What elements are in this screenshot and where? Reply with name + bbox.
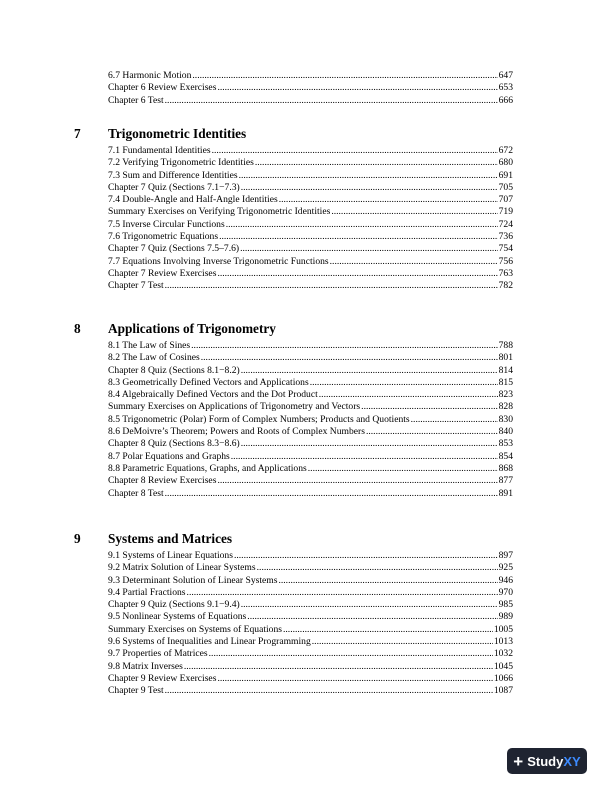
toc-entry-page: 830 bbox=[498, 413, 513, 425]
toc-entry bbox=[108, 648, 513, 660]
toc-entry-title: Chapter 8 Quiz (Sections 8.3−8.6) bbox=[108, 438, 240, 450]
toc-entry bbox=[108, 256, 513, 268]
toc-entry-page: 840 bbox=[498, 426, 513, 438]
toc-entry-title: Chapter 6 Review Exercises bbox=[108, 82, 217, 94]
toc-entry-page: 763 bbox=[498, 267, 513, 279]
dot-leader bbox=[165, 685, 493, 697]
toc-entry bbox=[108, 157, 513, 169]
toc-entry bbox=[108, 599, 513, 611]
toc-entry-title: 7.2 Verifying Trigonometric Identities bbox=[108, 157, 254, 169]
dot-leader bbox=[192, 70, 497, 82]
toc-entry bbox=[108, 587, 513, 599]
toc-entry-page: 823 bbox=[498, 389, 513, 401]
toc-entry-page: 724 bbox=[498, 218, 513, 230]
toc-entry-page: 653 bbox=[498, 82, 513, 94]
toc-entry-title: 8.2 The Law of Cosines bbox=[108, 352, 200, 364]
dot-leader bbox=[165, 280, 498, 292]
toc-entry bbox=[108, 624, 513, 636]
toc-entry bbox=[108, 95, 513, 107]
toc-entry-title: 8.8 Parametric Equations, Graphs, and Applications bbox=[108, 462, 307, 474]
dot-leader bbox=[411, 414, 498, 426]
dot-leader bbox=[212, 145, 498, 157]
toc-entry-page: 666 bbox=[498, 94, 513, 106]
toc-entry bbox=[108, 340, 513, 352]
dot-leader bbox=[330, 256, 498, 268]
dot-leader bbox=[209, 648, 493, 660]
toc-entries-ch8 bbox=[108, 340, 513, 500]
toc-entry-title: 7.4 Double-Angle and Half-Angle Identities bbox=[108, 194, 278, 206]
chapter-title: Applications of Trigonometry bbox=[108, 321, 276, 336]
toc-entry-page: 680 bbox=[498, 157, 513, 169]
studyxy-logo-badge bbox=[507, 748, 587, 774]
dot-leader bbox=[217, 475, 497, 487]
toc-entry-title: 9.8 Matrix Inverses bbox=[108, 660, 183, 672]
toc-entry bbox=[108, 611, 513, 623]
toc-entry-page: 754 bbox=[498, 243, 513, 255]
dot-leader bbox=[241, 438, 498, 450]
toc-entry-page: 815 bbox=[498, 376, 513, 388]
dot-leader bbox=[241, 182, 498, 194]
dot-leader bbox=[219, 231, 498, 243]
toc-entry-page: 814 bbox=[498, 364, 513, 376]
dot-leader bbox=[201, 352, 498, 364]
dot-leader bbox=[231, 451, 498, 463]
toc-entry-title: 9.6 Systems of Inequalities and Linear Programming bbox=[108, 636, 311, 648]
toc-entry-page: 1032 bbox=[493, 648, 513, 660]
toc-entry-title: 7.7 Equations Involving Inverse Trigonometric Functions bbox=[108, 255, 329, 267]
toc-entry-title: Chapter 7 Test bbox=[108, 280, 164, 292]
toc-entry-page: 925 bbox=[498, 562, 513, 574]
toc-entry bbox=[108, 426, 513, 438]
toc-entry-page: 1087 bbox=[493, 685, 513, 697]
chapter-number: 8 bbox=[74, 321, 81, 336]
toc-entry bbox=[108, 451, 513, 463]
toc-entry-title: Chapter 9 Quiz (Sections 9.1−9.4) bbox=[108, 599, 240, 611]
chapter-heading-9 bbox=[74, 530, 524, 548]
dot-leader bbox=[283, 624, 493, 636]
toc-entries-ch6 bbox=[108, 70, 513, 107]
toc-entry-title: Summary Exercises on Verifying Trigonometric Identities bbox=[108, 206, 331, 218]
toc-entry-title: 8.1 The Law of Sines bbox=[108, 340, 191, 351]
toc-entry-page: 970 bbox=[498, 586, 513, 598]
dot-leader bbox=[217, 268, 497, 280]
dot-leader bbox=[278, 575, 497, 587]
dot-leader bbox=[217, 673, 492, 685]
toc-entry-title: Chapter 8 Quiz (Sections 8.1−8.2) bbox=[108, 364, 240, 376]
toc-entry-title: 8.3 Geometrically Defined Vectors and Applications bbox=[108, 376, 309, 388]
chapter-title: Trigonometric Identities bbox=[108, 126, 247, 141]
toc-entry bbox=[108, 206, 513, 218]
brand-accent: XY bbox=[563, 753, 581, 769]
toc-entry-page: 897 bbox=[498, 550, 513, 561]
toc-entry-page: 854 bbox=[498, 450, 513, 462]
toc-entry bbox=[108, 575, 513, 587]
toc-entry bbox=[108, 268, 513, 280]
toc-entry-page: 877 bbox=[498, 475, 513, 487]
toc-entry-page: 1013 bbox=[493, 636, 513, 648]
toc-entry bbox=[108, 219, 513, 231]
toc-entry bbox=[108, 389, 513, 401]
toc-entry-title: 7.5 Inverse Circular Functions bbox=[108, 218, 225, 230]
toc-entry-page: 1045 bbox=[493, 660, 513, 672]
dot-leader bbox=[241, 365, 498, 377]
dot-leader bbox=[240, 243, 498, 255]
toc-entry-title: Chapter 7 Quiz (Sections 7.1−7.3) bbox=[108, 181, 240, 193]
toc-entries-ch7 bbox=[108, 145, 513, 293]
toc-entry bbox=[108, 243, 513, 255]
toc-entry bbox=[108, 488, 513, 500]
toc-entry-title: 8.7 Polar Equations and Graphs bbox=[108, 450, 230, 462]
toc-entry-title: Chapter 6 Test bbox=[108, 94, 164, 106]
dot-leader bbox=[226, 219, 498, 231]
dot-leader bbox=[255, 157, 498, 169]
chapter-number: 7 bbox=[74, 126, 81, 141]
toc-entry-page: 946 bbox=[498, 574, 513, 586]
chapter-heading-7 bbox=[74, 125, 524, 143]
chapter-heading-8 bbox=[74, 320, 524, 338]
toc-entry bbox=[108, 463, 513, 475]
toc-entry bbox=[108, 82, 513, 94]
toc-entry-page: 1066 bbox=[493, 672, 513, 684]
toc-entry-title: 7.1 Fundamental Identities bbox=[108, 145, 211, 156]
toc-entry-page: 989 bbox=[498, 611, 513, 623]
brand-main: Study bbox=[527, 753, 564, 769]
toc-entry-title: 9.5 Nonlinear Systems of Equations bbox=[108, 611, 247, 623]
toc-entry-page: 868 bbox=[498, 462, 513, 474]
dot-leader bbox=[361, 401, 497, 413]
toc-entry bbox=[108, 352, 513, 364]
toc-entry bbox=[108, 475, 513, 487]
toc-entry-page: 707 bbox=[498, 194, 513, 206]
toc-entry-page: 736 bbox=[498, 231, 513, 243]
toc-entry-page: 719 bbox=[498, 206, 513, 218]
toc-entry-page: 788 bbox=[498, 340, 513, 351]
dot-leader bbox=[184, 661, 493, 673]
toc-entry bbox=[108, 685, 513, 697]
toc-entry-page: 691 bbox=[498, 169, 513, 181]
toc-entry-title: 6.7 Harmonic Motion bbox=[108, 70, 192, 81]
toc-entry-page: 828 bbox=[498, 401, 513, 413]
toc-entry-title: Chapter 7 Quiz (Sections 7.5–7.6) bbox=[108, 243, 240, 255]
toc-entry bbox=[108, 414, 513, 426]
toc-entry bbox=[108, 145, 513, 157]
toc-entry-page: 853 bbox=[498, 438, 513, 450]
toc-entry bbox=[108, 182, 513, 194]
dot-leader bbox=[308, 463, 498, 475]
toc-entry-title: Summary Exercises on Systems of Equations bbox=[108, 623, 282, 635]
toc-entry-page: 801 bbox=[498, 352, 513, 364]
dot-leader bbox=[331, 206, 497, 218]
toc-entry bbox=[108, 401, 513, 413]
toc-entry-title: 7.3 Sum and Difference Identities bbox=[108, 169, 238, 181]
dot-leader bbox=[165, 95, 498, 107]
toc-entry bbox=[108, 194, 513, 206]
toc-entry bbox=[108, 280, 513, 292]
dot-leader bbox=[319, 389, 498, 401]
toc-entry-page: 1005 bbox=[493, 623, 513, 635]
dot-leader bbox=[234, 550, 498, 562]
dot-leader bbox=[241, 599, 498, 611]
toc-entry bbox=[108, 231, 513, 243]
toc-entry bbox=[108, 438, 513, 450]
toc-entry-title: 9.1 Systems of Linear Equations bbox=[108, 550, 233, 561]
toc-entry-title: 9.3 Determinant Solution of Linear Systems bbox=[108, 574, 278, 586]
toc-entry-page: 891 bbox=[498, 487, 513, 499]
dot-leader bbox=[217, 82, 497, 94]
dot-leader bbox=[312, 636, 493, 648]
chapter-title: Systems and Matrices bbox=[108, 531, 233, 546]
dot-leader bbox=[279, 194, 498, 206]
dot-leader bbox=[366, 426, 498, 438]
dot-leader bbox=[191, 340, 497, 352]
toc-entry bbox=[108, 70, 513, 82]
toc-entry bbox=[108, 661, 513, 673]
toc-entry-title: Chapter 9 Test bbox=[108, 685, 164, 697]
toc-entry-title: Chapter 8 Review Exercises bbox=[108, 475, 217, 487]
dot-leader bbox=[257, 562, 498, 574]
toc-entry-title: 9.7 Properties of Matrices bbox=[108, 648, 208, 660]
dot-leader bbox=[247, 611, 497, 623]
plus-icon: + bbox=[513, 751, 524, 771]
dot-leader bbox=[165, 488, 498, 500]
toc-entry-page: 647 bbox=[498, 70, 513, 81]
toc-entries-ch9 bbox=[108, 550, 513, 698]
toc-entry-title: 8.6 DeMoivre’s Theorem; Powers and Roots of Complex Numbers bbox=[108, 426, 365, 438]
toc-entry-title: Chapter 8 Test bbox=[108, 487, 164, 499]
toc-entry bbox=[108, 365, 513, 377]
toc-entry-page: 985 bbox=[498, 599, 513, 611]
dot-leader bbox=[310, 377, 498, 389]
toc-entry-title: 8.5 Trigonometric (Polar) Form of Complex Numbers; Products and Quotients bbox=[108, 413, 410, 425]
toc-entry-title: Chapter 9 Review Exercises bbox=[108, 672, 217, 684]
dot-leader bbox=[239, 170, 498, 182]
toc-entry bbox=[108, 377, 513, 389]
toc-entry-page: 705 bbox=[498, 181, 513, 193]
toc-entry-title: 9.2 Matrix Solution of Linear Systems bbox=[108, 562, 256, 574]
toc-entry bbox=[108, 550, 513, 562]
toc-entry bbox=[108, 170, 513, 182]
toc-entry-page: 782 bbox=[498, 280, 513, 292]
toc-entry-page: 756 bbox=[498, 255, 513, 267]
chapter-number: 9 bbox=[74, 531, 81, 546]
toc-entry-title: Summary Exercises on Applications of Trigonometry and Vectors bbox=[108, 401, 361, 413]
dot-leader bbox=[187, 587, 498, 599]
toc-entry-title: 9.4 Partial Fractions bbox=[108, 586, 186, 598]
toc-entry-page: 672 bbox=[498, 145, 513, 156]
toc-entry bbox=[108, 562, 513, 574]
toc-entry-title: Chapter 7 Review Exercises bbox=[108, 267, 217, 279]
toc-entry bbox=[108, 636, 513, 648]
toc-entry bbox=[108, 673, 513, 685]
toc-entry-title: 7.6 Trigonometric Equations bbox=[108, 231, 219, 243]
toc-entry-title: 8.4 Algebraically Defined Vectors and the Dot Product bbox=[108, 389, 318, 401]
